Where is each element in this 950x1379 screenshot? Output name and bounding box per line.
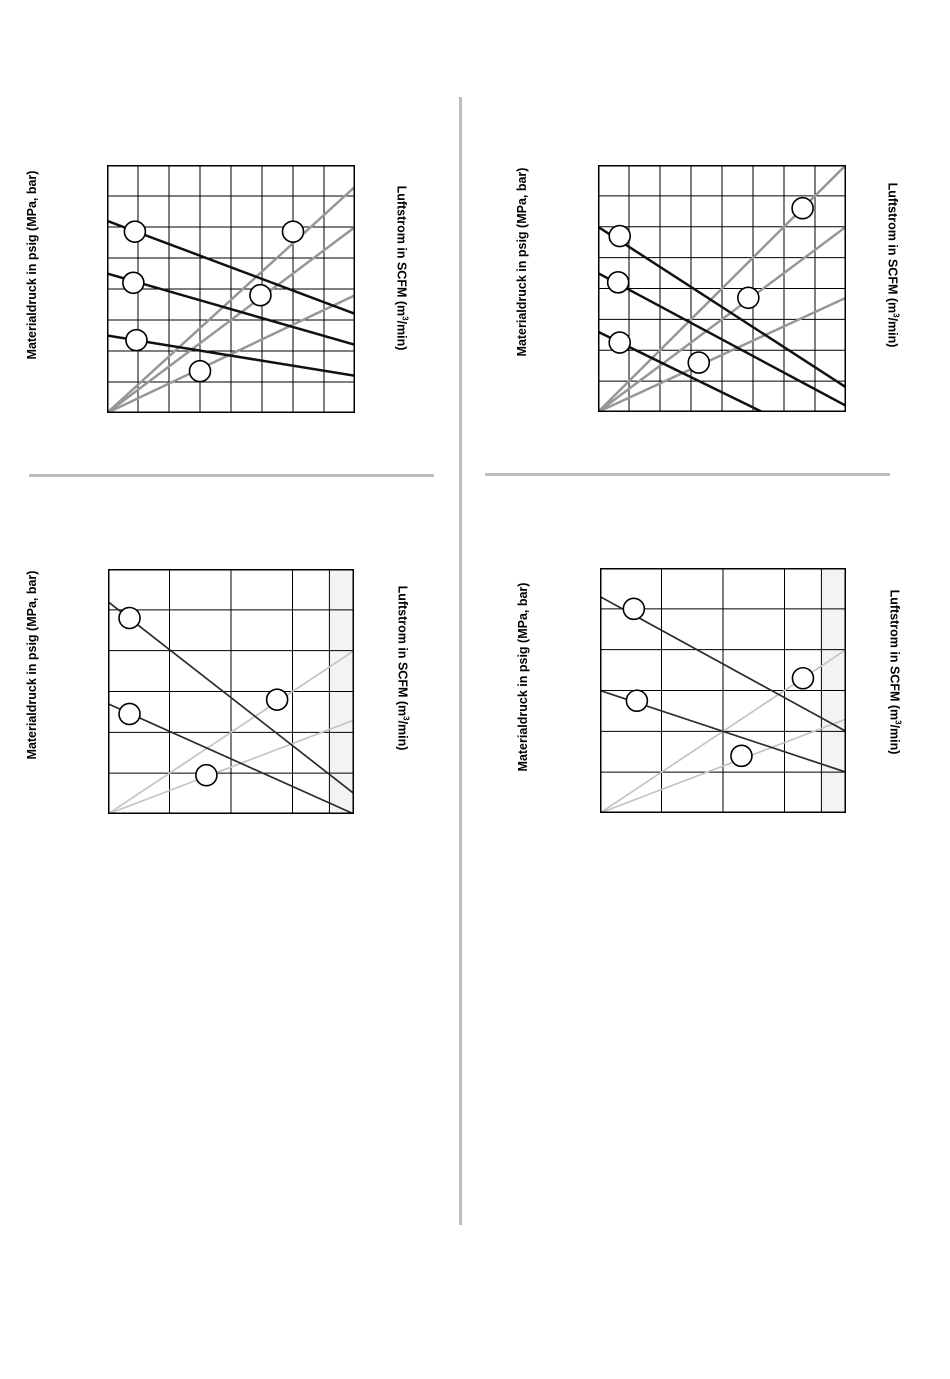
y-axis-label: Materialdruck in psig (MPa, bar): [25, 570, 39, 760]
data-marker: [792, 668, 813, 689]
data-marker: [250, 285, 271, 306]
panel-divider-right: [485, 473, 890, 476]
data-marker: [190, 361, 211, 382]
chart-top-left: [107, 165, 355, 413]
data-marker: [267, 689, 288, 710]
panel-divider-vertical: [459, 97, 462, 1225]
data-marker: [124, 221, 145, 242]
panel-divider-left: [29, 474, 434, 477]
data-marker: [609, 332, 630, 353]
data-marker: [626, 690, 647, 711]
chart-bottom-right: [600, 568, 846, 813]
data-marker: [623, 598, 644, 619]
x-axis-label: Luftstrom in SCFM $(m^3/\min)$: [394, 185, 410, 351]
data-marker: [196, 765, 217, 786]
data-marker: [123, 272, 144, 293]
data-marker: [731, 745, 752, 766]
data-marker: [126, 330, 147, 351]
chart-top-right: [598, 165, 846, 412]
data-marker: [688, 352, 709, 373]
y-axis-label: Materialdruck in psig (MPa, bar): [25, 170, 39, 360]
x-axis-label: Luftstrom in SCFM $(m^3/\min)$: [887, 589, 903, 755]
y-axis-label: Materialdruck in psig (MPa, bar): [515, 167, 529, 357]
data-marker: [738, 287, 759, 308]
data-marker: [608, 272, 629, 293]
x-axis-label: Luftstrom in SCFM $(m^3/\min)$: [395, 585, 411, 751]
data-marker: [119, 608, 140, 629]
data-marker: [119, 703, 140, 724]
data-marker: [609, 226, 630, 247]
x-axis-label: Luftstrom in SCFM $(m^3/\min)$: [885, 182, 901, 348]
y-axis-label: Materialdruck in psig (MPa, bar): [516, 582, 530, 772]
data-marker: [792, 198, 813, 219]
chart-bottom-left: [108, 569, 354, 814]
data-marker: [283, 221, 304, 242]
